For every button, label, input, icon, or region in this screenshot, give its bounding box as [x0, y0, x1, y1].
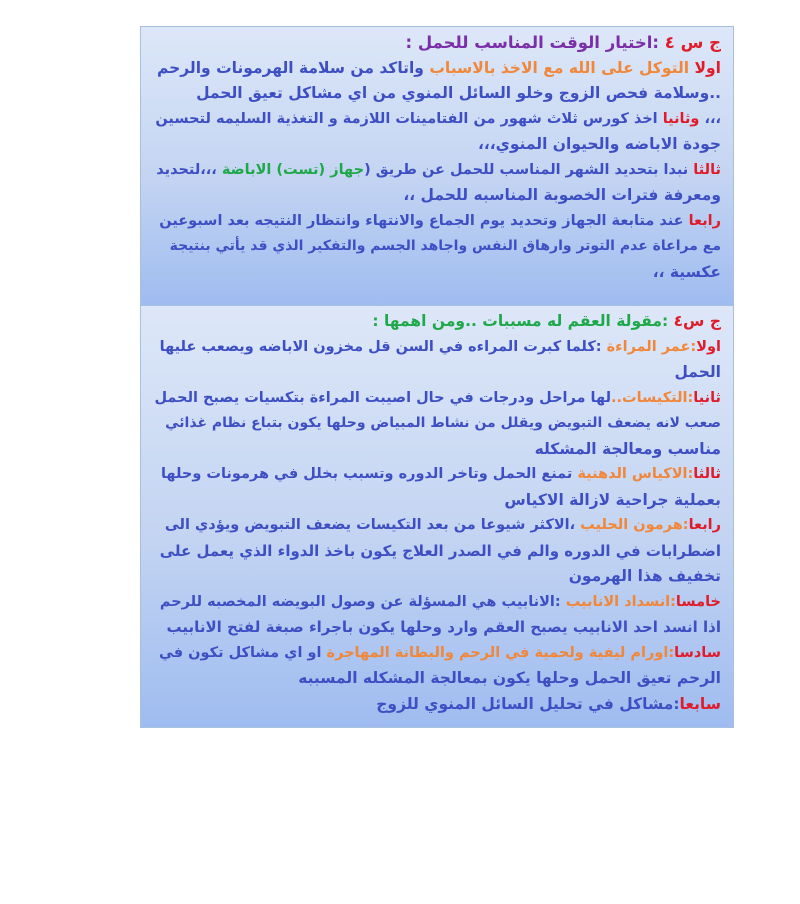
cause-5-cont: اذا انسد احد الانابيب يصبح العقم وارد وحلها يكون باجراء صبغة لفتح الانابيب [166, 618, 721, 636]
cause-2 [153, 386, 721, 412]
timing-point-2-cont: جودة الاباضه والحيوان المنوي،،، [477, 135, 721, 153]
point-text: اخذ كورس ثلاث شهور من الفتامينات اللازمة و التغذية السليمه لتحسين [155, 110, 663, 127]
timing-point-1 [153, 56, 721, 82]
cause-4 [153, 513, 721, 539]
point-text: واتاكد من سلامة الهرمونات والرحم [156, 58, 430, 77]
cause-7 [153, 692, 721, 718]
cause-2-cont2: مناسب ومعالجة المشكله [534, 439, 721, 458]
cause-label: سابعا [679, 694, 721, 713]
cause-text: :مشاكل في تحليل السائل المنوي للزوج [376, 694, 680, 713]
cause-text: لها مراحل ودرجات في حال اصيبت المراءة بتكسيات يصبح الحمل [154, 389, 612, 406]
point-label: ثالثا [693, 161, 721, 178]
cause-highlight: :التكيسات.. [611, 389, 694, 406]
heading-prefix: ج س٤ [668, 312, 721, 330]
cause-2-cont: صعب لانه يضعف التبويض ويقلل من نشاط المبياض وحلها يكون بتباع نظام غذائي [165, 415, 721, 431]
point-highlight: التوكل على الله مع الاخذ بالاسباب [429, 58, 695, 77]
cause-label: سادسا [674, 644, 721, 661]
timing-point-4 [153, 209, 721, 235]
timing-heading [153, 30, 721, 56]
cause-highlight: :عمر المراءة [606, 338, 697, 355]
point-label: رابعا [688, 212, 721, 229]
point-prefix: ،،، [699, 110, 721, 127]
cause-label: ثانيا [693, 389, 721, 406]
timing-point-2 [153, 107, 721, 133]
point-label: اولا [694, 58, 721, 77]
cause-4-cont: اضطرابات في الدوره والم في الصدر العلاج يكون باخذ الدواء الذي يعمل على [159, 541, 721, 560]
cause-label: ثالثا [693, 466, 721, 482]
cause-highlight: :هرمون الحليب [580, 517, 689, 533]
timing-point-4-cont2: عكسية ،، [652, 262, 721, 281]
timing-point-4-cont: مع مراعاة عدم التوتر وارهاق النفس واجاهد الجسم والتفكير الذي قد يأتي بنتيجة [169, 238, 721, 254]
cause-text: ،الاكثر شيوعا من بعد التكيسات يضعف التبويض ويؤدي الى [164, 517, 581, 533]
point-text-end: ،،،لتحديد [156, 161, 222, 178]
cause-4-cont2: تخفيف هذا الهرمون [568, 567, 721, 585]
cause-text: :كلما كبرت المراءه في السن قل مخزون الاباضه ويصعب عليها [159, 338, 607, 355]
point-label: وثانيا [662, 110, 700, 127]
cause-5 [153, 590, 721, 616]
infertility-card [140, 305, 734, 728]
point-text: نبدا بتحديد الشهر المناسب للحمل عن طريق ( [364, 161, 694, 178]
cause-text: تمنع الحمل وتاخر الدوره وتسبب بخلل في هرمونات وحلها [160, 466, 578, 482]
cause-3 [153, 462, 721, 488]
cause-6-cont: الرحم تعيق الحمل وحلها يكون بمعالجة المشكله المسببه [298, 669, 721, 687]
timing-point-3 [153, 158, 721, 184]
infertility-heading [153, 309, 721, 335]
timing-card [140, 26, 734, 306]
cause-text: :الانابيب هي المسؤلة عن وصول البويضه المخصبه للرحم [159, 593, 566, 610]
cause-label: اولا [696, 338, 721, 355]
point-highlight: جهاز (تست) الاباضة [221, 161, 365, 178]
cause-highlight: :الاكياس الدهنية [577, 466, 694, 482]
cause-label: خامسا [675, 593, 721, 610]
cause-6 [153, 641, 721, 667]
timing-point-1-cont: ..وسلامة فحص الزوج وخلو السائل المنوي من اي مشاكل تعيق الحمل [196, 84, 721, 102]
timing-point-3-cont: ومعرفة فترات الخصوبة المناسبه للحمل ،، [403, 186, 721, 204]
cause-text: او اي مشاكل تكون في [158, 644, 327, 661]
cause-1-cont: الحمل [674, 363, 721, 381]
heading-prefix: ج س ٤ [659, 33, 721, 52]
cause-3-cont: بعملية جراحية لازالة الاكياس [504, 490, 721, 509]
cause-label: رابعا [688, 517, 721, 533]
heading-text: :اختيار الوقت المناسب للحمل : [405, 33, 660, 52]
cause-highlight: :اورام ليفية ولحمية في الرحم والبطانة المهاجرة [326, 644, 675, 661]
cause-highlight: :انسداد الانابيب [565, 593, 676, 610]
heading-text: :مقولة العقم له مسببات ..ومن اهمها : [372, 312, 669, 330]
point-text: عند متابعة الجهاز وتحديد يوم الجماع والانتهاء وانتظار النتيجه بعد اسبوعين [159, 212, 689, 229]
cause-1 [153, 335, 721, 361]
